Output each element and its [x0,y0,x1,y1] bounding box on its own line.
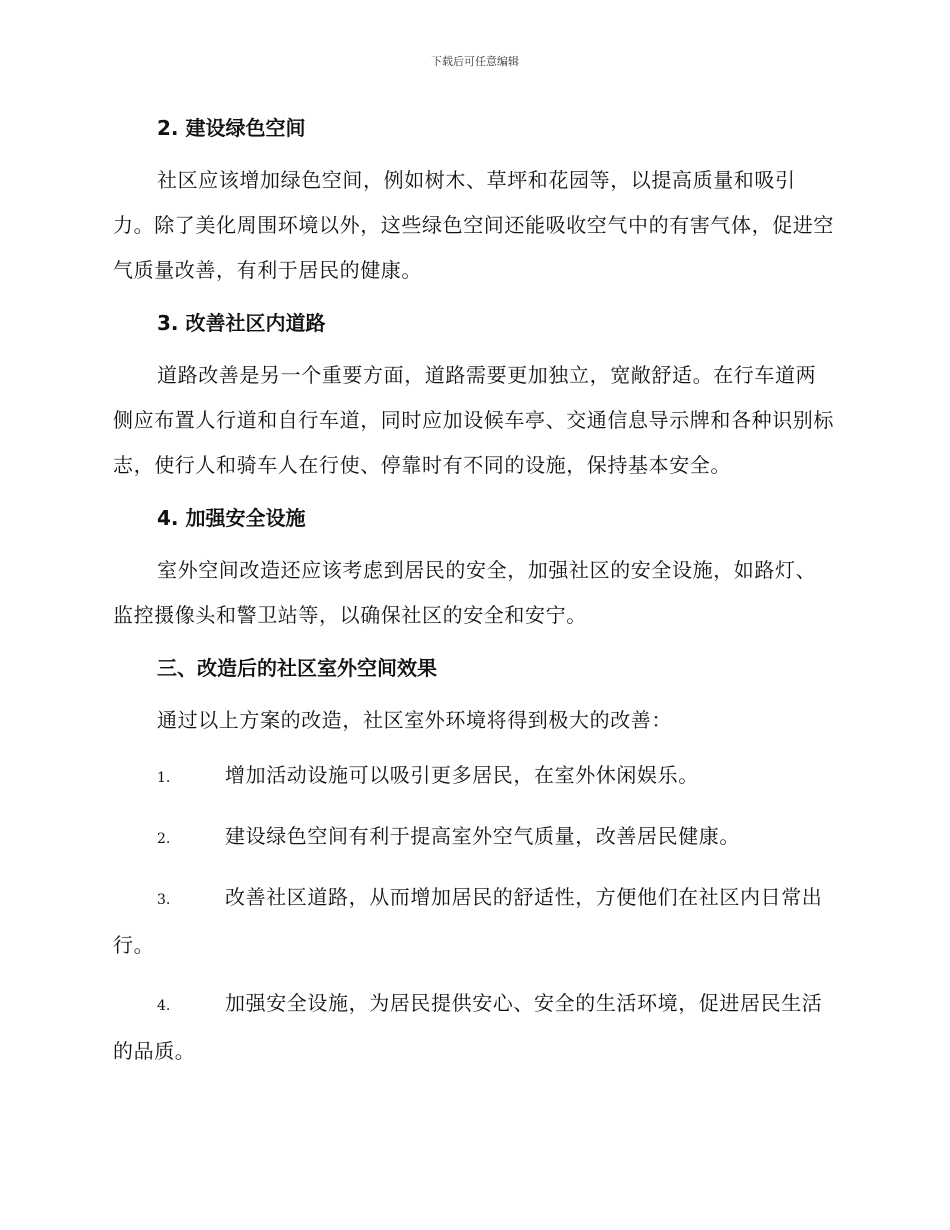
list-item [113,753,835,801]
document-body [113,108,835,1087]
list-item-number: 3. [157,892,171,908]
list-item [113,981,835,1074]
list-item-number: 2. [157,831,171,847]
list-item-text: 增加活动设施可以吸引更多居民，在室外休闲娱乐。 [225,763,699,787]
section-heading-roads: 3. 改善社区内道路 [157,311,326,335]
section-paragraph-green-space: 社区应该增加绿色空间，例如树木、草坪和花园等，以提高质量和吸引力。除了美化周围环境以外，这些绿色空间还能吸收空气中的有害气体，促进空气质量改善，有利于居民的健康。 [113,168,834,282]
list-item [113,814,835,862]
list-item-text: 建设绿色空间有利于提高室外空气质量，改善居民健康。 [225,824,740,848]
effects-heading: 三、改造后的社区室外空间效果 [157,656,437,680]
section-heading-green-space: 2. 建设绿色空间 [157,116,306,140]
list-item [113,875,835,968]
list-item-text: 加强安全设施，为居民提供安心、安全的生活环境，促进居民生活的品质。 [113,991,823,1063]
page-header: 下载后可任意编辑 [431,55,519,68]
list-item-number: 4. [157,998,171,1014]
list-item-number: 1. [157,770,171,786]
list-item-text: 改善社区道路，从而增加居民的舒适性，方便他们在社区内日常出行。 [113,885,823,957]
section-paragraph-roads: 道路改善是另一个重要方面，道路需要更加独立，宽敞舒适。在行车道两侧应布置人行道和自行车道，同时应加设候车亭、交通信息导示牌和各种识别标志，使行人和骑车人在行使、停靠时有不同的设施，保持基本安全。 [113,363,834,477]
section-paragraph-safety: 室外空间改造还应该考虑到居民的安全，加强社区的安全设施，如路灯、监控摄像头和警卫站等，以确保社区的安全和安宁。 [113,558,817,627]
effects-intro: 通过以上方案的改造，社区室外环境将得到极大的改善： [157,708,672,732]
section-heading-safety: 4. 加强安全设施 [157,506,306,530]
